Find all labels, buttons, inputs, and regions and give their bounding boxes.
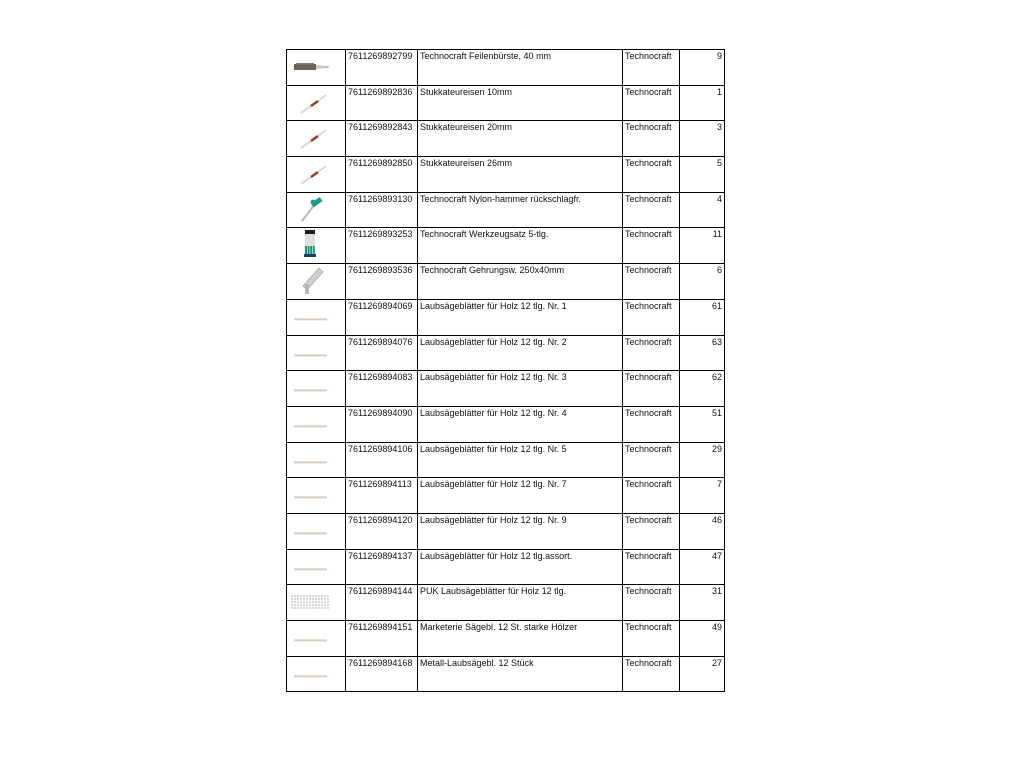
- description-cell: Laubsägeblätter für Holz 12 tlg.assort.: [418, 549, 623, 585]
- quantity-cell: 51: [680, 406, 725, 442]
- inventory-table-body: [287, 50, 725, 692]
- table-row: [287, 157, 725, 193]
- table-row: [287, 406, 725, 442]
- product-image-cell: [287, 406, 346, 442]
- quantity-cell: 61: [680, 299, 725, 335]
- nylon-hammer-icon: [289, 193, 343, 227]
- saw-blade-set-icon: [289, 585, 343, 619]
- ean-cell: 7611269892836: [346, 85, 418, 121]
- quantity-cell: 7: [680, 478, 725, 514]
- description-cell: Technocraft Gehrungsw. 250x40mm: [418, 264, 623, 300]
- description-cell: Technocraft Werkzeugsatz 5-tlg.: [418, 228, 623, 264]
- ean-cell: 7611269894069: [346, 299, 418, 335]
- brand-cell: Technocraft: [623, 85, 680, 121]
- product-image-cell: [287, 621, 346, 657]
- quantity-cell: 63: [680, 335, 725, 371]
- table-row: [287, 549, 725, 585]
- table-row: [287, 442, 725, 478]
- ean-cell: 7611269894083: [346, 371, 418, 407]
- description-cell: Metall-Laubsägebl. 12 Stück: [418, 656, 623, 692]
- ean-cell: 7611269894090: [346, 406, 418, 442]
- product-image-cell: [287, 656, 346, 692]
- saw-blade-icon: [289, 443, 343, 477]
- description-cell: Laubsägeblätter für Holz 12 tlg. Nr. 1: [418, 299, 623, 335]
- table-row: [287, 371, 725, 407]
- stucco-chisel-icon: [289, 86, 343, 120]
- product-image-cell: [287, 228, 346, 264]
- brand-cell: Technocraft: [623, 371, 680, 407]
- ean-cell: 7611269894137: [346, 549, 418, 585]
- brand-cell: Technocraft: [623, 621, 680, 657]
- brand-cell: Technocraft: [623, 513, 680, 549]
- brand-cell: Technocraft: [623, 264, 680, 300]
- stucco-chisel-icon: [289, 157, 343, 191]
- saw-blade-icon: [289, 336, 343, 370]
- brand-cell: Technocraft: [623, 192, 680, 228]
- description-cell: Laubsägeblätter für Holz 12 tlg. Nr. 4: [418, 406, 623, 442]
- ean-cell: 7611269892843: [346, 121, 418, 157]
- description-cell: Stukkateureisen 20mm: [418, 121, 623, 157]
- saw-blade-icon: [289, 300, 343, 334]
- description-cell: Laubsägeblätter für Holz 12 tlg. Nr. 7: [418, 478, 623, 514]
- quantity-cell: 11: [680, 228, 725, 264]
- quantity-cell: 47: [680, 549, 725, 585]
- saw-blade-icon: [289, 514, 343, 548]
- product-image-cell: [287, 157, 346, 193]
- quantity-cell: 62: [680, 371, 725, 407]
- ean-cell: 7611269892850: [346, 157, 418, 193]
- description-cell: Technocraft Nylon-hammer rückschlagfr.: [418, 192, 623, 228]
- quantity-cell: 6: [680, 264, 725, 300]
- brand-cell: Technocraft: [623, 585, 680, 621]
- inventory-table: [286, 49, 725, 692]
- product-image-cell: [287, 121, 346, 157]
- saw-blade-icon: [289, 407, 343, 441]
- description-cell: PUK Laubsägeblätter für Holz 12 tlg.: [418, 585, 623, 621]
- ean-cell: 7611269893130: [346, 192, 418, 228]
- table-row: [287, 228, 725, 264]
- saw-blade-icon: [289, 621, 343, 655]
- ean-cell: 7611269894076: [346, 335, 418, 371]
- ean-cell: 7611269894120: [346, 513, 418, 549]
- table-row: [287, 335, 725, 371]
- quantity-cell: 31: [680, 585, 725, 621]
- saw-blade-icon: [289, 550, 343, 584]
- ean-cell: 7611269892799: [346, 50, 418, 86]
- brand-cell: Technocraft: [623, 50, 680, 86]
- brand-cell: Technocraft: [623, 549, 680, 585]
- quantity-cell: 46: [680, 513, 725, 549]
- stucco-chisel-icon: [289, 121, 343, 155]
- ean-cell: 7611269894151: [346, 621, 418, 657]
- product-image-cell: [287, 335, 346, 371]
- brand-cell: Technocraft: [623, 656, 680, 692]
- brand-cell: Technocraft: [623, 228, 680, 264]
- ean-cell: 7611269894106: [346, 442, 418, 478]
- quantity-cell: 4: [680, 192, 725, 228]
- description-cell: Laubsägeblätter für Holz 12 tlg. Nr. 2: [418, 335, 623, 371]
- tool-set-icon: [289, 228, 343, 262]
- saw-blade-icon: [289, 371, 343, 405]
- quantity-cell: 29: [680, 442, 725, 478]
- description-cell: Laubsägeblätter für Holz 12 tlg. Nr. 9: [418, 513, 623, 549]
- description-cell: Laubsägeblätter für Holz 12 tlg. Nr. 5: [418, 442, 623, 478]
- brand-cell: Technocraft: [623, 335, 680, 371]
- brand-cell: Technocraft: [623, 478, 680, 514]
- quantity-cell: 5: [680, 157, 725, 193]
- table-row: [287, 478, 725, 514]
- description-cell: Laubsägeblätter für Holz 12 tlg. Nr. 3: [418, 371, 623, 407]
- product-image-cell: [287, 513, 346, 549]
- product-image-cell: [287, 442, 346, 478]
- ean-cell: 7611269894168: [346, 656, 418, 692]
- product-image-cell: [287, 478, 346, 514]
- table-row: [287, 656, 725, 692]
- product-image-cell: [287, 585, 346, 621]
- description-cell: Marketerie Sägebl. 12 St. starke Hölzer: [418, 621, 623, 657]
- table-row: [287, 85, 725, 121]
- miter-square-icon: [289, 264, 343, 298]
- ean-cell: 7611269894144: [346, 585, 418, 621]
- product-image-cell: [287, 192, 346, 228]
- product-image-cell: [287, 299, 346, 335]
- brand-cell: Technocraft: [623, 121, 680, 157]
- saw-blade-icon: [289, 657, 343, 691]
- saw-blade-icon: [289, 478, 343, 512]
- brand-cell: Technocraft: [623, 442, 680, 478]
- brand-cell: Technocraft: [623, 157, 680, 193]
- brand-cell: Technocraft: [623, 406, 680, 442]
- quantity-cell: 49: [680, 621, 725, 657]
- table-row: [287, 585, 725, 621]
- brand-cell: Technocraft: [623, 299, 680, 335]
- ean-cell: 7611269894113: [346, 478, 418, 514]
- ean-cell: 7611269893253: [346, 228, 418, 264]
- ean-cell: 7611269893536: [346, 264, 418, 300]
- quantity-cell: 9: [680, 50, 725, 86]
- product-image-cell: [287, 264, 346, 300]
- product-image-cell: [287, 85, 346, 121]
- table-row: [287, 621, 725, 657]
- table-row: [287, 121, 725, 157]
- table-row: [287, 513, 725, 549]
- file-brush-icon: [289, 50, 343, 84]
- product-image-cell: [287, 50, 346, 86]
- table-row: [287, 50, 725, 86]
- quantity-cell: 27: [680, 656, 725, 692]
- description-cell: Stukkateureisen 26mm: [418, 157, 623, 193]
- description-cell: Stukkateureisen 10mm: [418, 85, 623, 121]
- quantity-cell: 3: [680, 121, 725, 157]
- quantity-cell: 1: [680, 85, 725, 121]
- description-cell: Technocraft Feilenbürste, 40 mm: [418, 50, 623, 86]
- product-image-cell: [287, 549, 346, 585]
- product-image-cell: [287, 371, 346, 407]
- table-row: [287, 299, 725, 335]
- table-row: [287, 192, 725, 228]
- table-row: [287, 264, 725, 300]
